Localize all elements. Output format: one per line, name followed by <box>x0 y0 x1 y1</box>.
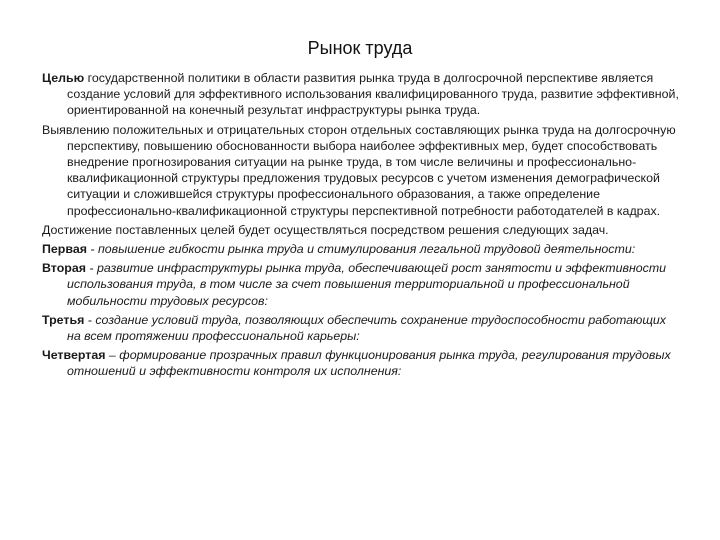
task-second-text: - развитие инфраструктуры рынка труда, обеспечивающей рост занятости и эффективности использования труда, в том числе за счет повышения территориальной и профессиональной мобильности трудовых ресурсов: <box>67 261 667 308</box>
task-third-lead: Третья <box>42 312 85 327</box>
goal-lead: Целью <box>42 71 85 85</box>
task-first-text: - повышение гибкости рынка труда и стимулирования легальной трудовой деятельности: <box>86 242 636 257</box>
task-first <box>42 241 682 257</box>
task-second <box>42 260 682 309</box>
task-fourth-lead: Четвертая <box>42 348 106 363</box>
task-fourth-text: – формирование прозрачных правил функционирования рынка труда, регулирования трудовых отношений и эффективности контроля их исполнения: <box>67 348 671 379</box>
task-second-lead: Вторая <box>42 261 86 276</box>
goal-text: государственной политики в области развития рынка труда в долгосрочной перспективе является создание условий для эффективного использования квалифицированного труда, развитие эффективной, ориентированной на конечный результат инфраструктуры рынка труда. <box>67 71 679 118</box>
tasks-intro-paragraph <box>42 222 682 238</box>
slide-title: Рынок труда <box>307 38 413 58</box>
tasks-intro-text: Достижение поставленных целей будет осуществляться посредством решения следующих задач. <box>42 222 609 237</box>
slide-body <box>42 70 682 383</box>
task-fourth <box>42 347 682 379</box>
task-first-lead: Первая <box>42 242 87 257</box>
forecast-text: Выявлению положительных и отрицательных сторон отдельных составляющих рынка труда на долгосрочную перспективу, повышению обоснованности выбора наиболее эффективных мер, будет способствовать внедрение прогнозирования ситуации на рынке труда, в том числе величины и профессионально-квалификационной структуры предложения трудовых ресурсов с учетом изменения демографической ситуации и сложившейся структуры профессионального образования, а также определение профессионально-квалификационной структуры перспективной потребности работодателей в кадрах. <box>42 122 676 218</box>
task-third-text: - создание условий труда, позволяющих обеспечить сохранение трудоспособности работающих на всем протяжении профессиональной карьеры: <box>67 312 666 344</box>
forecast-paragraph <box>42 122 682 219</box>
task-third <box>42 312 682 344</box>
goal-paragraph <box>42 70 682 119</box>
